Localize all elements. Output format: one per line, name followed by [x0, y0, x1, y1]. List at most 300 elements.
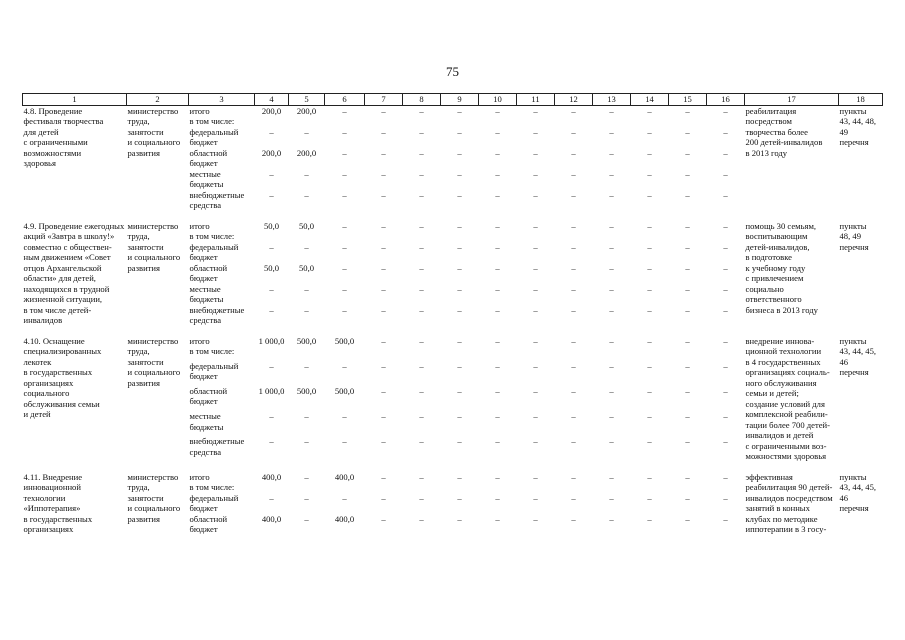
funding-value: –	[304, 283, 309, 294]
funding-value: –	[457, 241, 462, 252]
funding-value: –	[647, 241, 652, 252]
funding-value: –	[571, 411, 576, 422]
spacer-cell	[23, 462, 883, 472]
funding-value: –	[647, 411, 652, 422]
funding-value: –	[533, 241, 538, 252]
funding-value: –	[304, 241, 309, 252]
funding-value: –	[304, 436, 309, 447]
funding-value: 1 000,0	[258, 385, 285, 396]
funding-value: 500,0	[296, 335, 317, 346]
funding-value: –	[419, 262, 424, 273]
funding-value: 400,0	[334, 513, 355, 524]
funding-value: –	[571, 471, 576, 482]
funding-value: –	[495, 335, 500, 346]
funding-value: –	[533, 492, 538, 503]
funding-source: областной бюджет	[189, 147, 228, 168]
funding-value: –	[533, 411, 538, 422]
funding-value: –	[342, 304, 347, 315]
funding-value: –	[533, 220, 538, 231]
funding-value: –	[685, 168, 690, 179]
funding-value: –	[342, 492, 347, 503]
funding-value: –	[533, 304, 538, 315]
funding-value: –	[304, 471, 309, 482]
funding-value: –	[647, 147, 652, 158]
funding-value: –	[495, 436, 500, 447]
funding-value: –	[647, 436, 652, 447]
funding-value: –	[342, 283, 347, 294]
funding-value: –	[304, 168, 309, 179]
funding-value: –	[609, 385, 614, 396]
funding-value: –	[304, 304, 309, 315]
funding-value: –	[381, 189, 386, 200]
funding-value: –	[723, 513, 728, 524]
funding-value: –	[381, 283, 386, 294]
funding-value: –	[495, 220, 500, 231]
funding-source: местные бюджеты	[189, 283, 224, 304]
list-reference: пункты 48, 49 перечня	[839, 220, 869, 252]
funding-value: –	[571, 105, 576, 116]
funding-value: –	[685, 471, 690, 482]
funding-value: –	[495, 189, 500, 200]
row-spacer	[23, 326, 883, 336]
funding-value: –	[609, 126, 614, 137]
funding-source: областной бюджет	[189, 513, 228, 534]
funding-value: –	[609, 513, 614, 524]
funding-value: –	[723, 436, 728, 447]
funding-value: –	[495, 385, 500, 396]
funding-value: –	[647, 471, 652, 482]
funding-value: 400,0	[334, 471, 355, 482]
funding-value: –	[381, 471, 386, 482]
funding-value: –	[381, 147, 386, 158]
column-header: 3	[189, 94, 255, 106]
measure-executor: министерство труда, занятости и социального развития	[127, 105, 181, 158]
spacer-cell	[23, 326, 883, 336]
funding-value: –	[647, 105, 652, 116]
funding-value: –	[269, 436, 274, 447]
funding-value: –	[269, 189, 274, 200]
funding-value: –	[419, 471, 424, 482]
funding-value: –	[685, 436, 690, 447]
funding-value: –	[647, 335, 652, 346]
funding-value: –	[685, 189, 690, 200]
funding-value: –	[533, 189, 538, 200]
table-row	[23, 336, 883, 361]
funding-value: –	[609, 436, 614, 447]
funding-value: –	[381, 385, 386, 396]
funding-value: –	[685, 335, 690, 346]
expected-result: эффективная реабилитация 90 детей- инвалидов посредством занятий в конных клубах по методике иппотерапии в 3 госу-	[745, 471, 833, 534]
column-header: 1	[23, 94, 127, 106]
funding-value: –	[381, 241, 386, 252]
funding-value: –	[457, 168, 462, 179]
funding-value: –	[269, 411, 274, 422]
funding-value: –	[342, 262, 347, 273]
funding-value: –	[495, 283, 500, 294]
funding-value: –	[495, 513, 500, 524]
funding-value: –	[685, 147, 690, 158]
funding-value: –	[571, 147, 576, 158]
column-header: 13	[593, 94, 631, 106]
funding-value: –	[647, 126, 652, 137]
column-header: 17	[745, 94, 839, 106]
funding-value: –	[342, 168, 347, 179]
funding-value: –	[457, 492, 462, 503]
funding-value: –	[533, 262, 538, 273]
funding-value: –	[723, 471, 728, 482]
funding-value: –	[269, 168, 274, 179]
funding-value: –	[495, 105, 500, 116]
funding-value: –	[571, 262, 576, 273]
funding-source: областной бюджет	[189, 385, 228, 407]
funding-value: –	[571, 436, 576, 447]
funding-value: –	[269, 126, 274, 137]
funding-value: 1 000,0	[258, 335, 285, 346]
funding-value: –	[381, 262, 386, 273]
list-reference: пункты 43, 44, 48, 49 перечня	[839, 105, 877, 147]
funding-value: 400,0	[261, 513, 282, 524]
funding-value: –	[419, 436, 424, 447]
funding-value: –	[304, 189, 309, 200]
spacer-cell	[23, 211, 883, 221]
funding-value: –	[723, 147, 728, 158]
funding-value: –	[685, 385, 690, 396]
funding-value: –	[419, 105, 424, 116]
funding-value: –	[304, 411, 309, 422]
expected-result: помощь 30 семьям, воспитывающим детей-инвалидов, в подготовке к учебному году с привлечением социально ответственного бизнеса в 2013 году	[745, 220, 818, 315]
funding-value: 500,0	[334, 385, 355, 396]
table-body	[23, 105, 883, 535]
funding-value: –	[609, 411, 614, 422]
funding-value: –	[269, 492, 274, 503]
funding-value: 200,0	[296, 147, 317, 158]
measure-title: 4.8. Проведение фестиваля творчества для детей с ограниченными возможностями здоровья	[23, 105, 104, 168]
funding-value: –	[571, 189, 576, 200]
funding-value: –	[647, 168, 652, 179]
measure-executor: министерство труда, занятости и социального развития	[127, 220, 181, 273]
funding-value: –	[269, 241, 274, 252]
funding-value: –	[457, 335, 462, 346]
funding-value: –	[533, 513, 538, 524]
funding-value: –	[609, 189, 614, 200]
funding-value: –	[685, 360, 690, 371]
funding-value: –	[269, 360, 274, 371]
funding-value: –	[571, 126, 576, 137]
funding-value: –	[495, 471, 500, 482]
funding-value: –	[723, 262, 728, 273]
funding-value: –	[457, 436, 462, 447]
funding-value: –	[457, 262, 462, 273]
column-header: 8	[403, 94, 441, 106]
funding-value: –	[609, 360, 614, 371]
funding-value: –	[457, 283, 462, 294]
funding-value: –	[304, 513, 309, 524]
funding-value: 50,0	[298, 262, 315, 273]
funding-value: –	[723, 411, 728, 422]
column-header: 5	[289, 94, 325, 106]
funding-source: местные бюджеты	[189, 168, 224, 189]
funding-value: –	[685, 492, 690, 503]
funding-value: 50,0	[263, 220, 280, 231]
funding-value: –	[457, 513, 462, 524]
funding-source: местные бюджеты	[189, 411, 224, 432]
funding-value: –	[495, 147, 500, 158]
funding-value: –	[647, 513, 652, 524]
column-header: 18	[839, 94, 883, 106]
funding-value: –	[723, 283, 728, 294]
funding-value: –	[609, 335, 614, 346]
funding-value: –	[419, 126, 424, 137]
funding-value: 500,0	[334, 335, 355, 346]
list-reference: пункты 43, 44, 45, 46 перечня	[839, 471, 877, 513]
funding-value: –	[419, 168, 424, 179]
funding-source: федеральный бюджет	[189, 360, 239, 382]
funding-value: –	[685, 304, 690, 315]
column-header: 7	[365, 94, 403, 106]
funding-value: –	[381, 492, 386, 503]
funding-value: –	[342, 189, 347, 200]
column-header: 15	[669, 94, 707, 106]
column-header: 2	[127, 94, 189, 106]
funding-value: –	[342, 147, 347, 158]
funding-value: –	[685, 283, 690, 294]
funding-value: –	[495, 304, 500, 315]
funding-value: –	[685, 105, 690, 116]
measure-executor: министерство труда, занятости и социального развития	[127, 471, 181, 524]
funding-value: –	[342, 241, 347, 252]
program-table	[22, 93, 883, 535]
funding-source: итого в том числе:	[189, 335, 235, 356]
column-header: 16	[707, 94, 745, 106]
funding-value: –	[342, 220, 347, 231]
funding-value: –	[571, 220, 576, 231]
funding-value: –	[685, 513, 690, 524]
measure-title: 4.10. Оснащение специализированных лекотек в государственных организациях социального обслуживания семьи и детей	[23, 335, 102, 419]
funding-value: –	[609, 241, 614, 252]
row-spacer	[23, 211, 883, 221]
funding-value: 50,0	[298, 220, 315, 231]
funding-value: –	[381, 335, 386, 346]
funding-value: –	[685, 411, 690, 422]
funding-value: –	[571, 335, 576, 346]
funding-value: –	[495, 360, 500, 371]
funding-value: –	[647, 304, 652, 315]
funding-source: итого в том числе:	[189, 471, 235, 492]
funding-value: –	[685, 262, 690, 273]
funding-value: –	[457, 220, 462, 231]
measure-title: 4.11. Внедрение инновационной технологии «Иппотерапия» в государственных организациях	[23, 471, 93, 534]
funding-value: –	[533, 360, 538, 371]
funding-value: –	[381, 411, 386, 422]
funding-value: –	[457, 360, 462, 371]
funding-value: –	[342, 126, 347, 137]
column-header: 11	[517, 94, 555, 106]
funding-value: –	[457, 126, 462, 137]
funding-value: –	[723, 385, 728, 396]
funding-value: –	[419, 513, 424, 524]
funding-value: –	[381, 220, 386, 231]
funding-value: –	[723, 126, 728, 137]
funding-value: –	[533, 105, 538, 116]
funding-value: –	[381, 105, 386, 116]
funding-value: –	[647, 385, 652, 396]
funding-source: федеральный бюджет	[189, 492, 239, 513]
column-header: 9	[441, 94, 479, 106]
funding-value: –	[342, 105, 347, 116]
funding-value: –	[457, 304, 462, 315]
column-header: 14	[631, 94, 669, 106]
funding-value: –	[723, 168, 728, 179]
funding-value: –	[342, 411, 347, 422]
funding-value: –	[723, 189, 728, 200]
funding-value: –	[533, 385, 538, 396]
funding-value: 200,0	[296, 105, 317, 116]
funding-value: –	[381, 360, 386, 371]
funding-source: итого в том числе:	[189, 105, 235, 126]
funding-value: –	[495, 411, 500, 422]
table-row	[23, 105, 883, 127]
funding-value: –	[609, 304, 614, 315]
funding-value: –	[381, 436, 386, 447]
funding-value: –	[304, 360, 309, 371]
funding-value: 50,0	[263, 262, 280, 273]
funding-value: –	[647, 220, 652, 231]
funding-source: областной бюджет	[189, 262, 228, 283]
funding-value: –	[571, 304, 576, 315]
funding-value: –	[269, 283, 274, 294]
funding-value: –	[571, 241, 576, 252]
funding-value: –	[419, 220, 424, 231]
funding-source: внебюджетные средства	[189, 436, 245, 457]
column-header: 10	[479, 94, 517, 106]
funding-value: –	[533, 283, 538, 294]
funding-value: –	[571, 168, 576, 179]
funding-value: –	[685, 220, 690, 231]
funding-value: –	[647, 262, 652, 273]
funding-value: –	[723, 335, 728, 346]
funding-value: –	[419, 283, 424, 294]
funding-value: –	[495, 126, 500, 137]
funding-value: –	[419, 492, 424, 503]
funding-value: –	[533, 335, 538, 346]
funding-value: 200,0	[261, 147, 282, 158]
column-header: 6	[325, 94, 365, 106]
funding-value: –	[533, 471, 538, 482]
funding-value: –	[533, 436, 538, 447]
funding-value: –	[419, 304, 424, 315]
funding-value: –	[457, 189, 462, 200]
funding-value: –	[419, 411, 424, 422]
expected-result: реабилитация посредством творчества более 200 детей-инвалидов в 2013 году	[745, 105, 823, 158]
funding-value: –	[723, 241, 728, 252]
funding-value: –	[647, 492, 652, 503]
funding-value: –	[304, 126, 309, 137]
funding-value: –	[571, 492, 576, 503]
page-number: 75	[446, 64, 459, 79]
funding-value: –	[533, 147, 538, 158]
funding-source: итого в том числе:	[189, 220, 235, 241]
funding-value: –	[457, 471, 462, 482]
column-header: 4	[255, 94, 289, 106]
funding-value: –	[609, 168, 614, 179]
funding-source: федеральный бюджет	[189, 126, 239, 147]
funding-value: –	[419, 385, 424, 396]
funding-value: –	[381, 513, 386, 524]
funding-value: –	[495, 168, 500, 179]
funding-value: –	[685, 126, 690, 137]
funding-value: –	[723, 304, 728, 315]
funding-value: –	[571, 360, 576, 371]
funding-value: –	[419, 335, 424, 346]
funding-value: –	[647, 283, 652, 294]
measure-executor: министерство труда, занятости и социального развития	[127, 335, 181, 388]
funding-value: –	[533, 168, 538, 179]
funding-value: –	[419, 241, 424, 252]
funding-value: –	[609, 492, 614, 503]
funding-value: –	[269, 304, 274, 315]
funding-value: –	[723, 360, 728, 371]
funding-value: –	[609, 147, 614, 158]
funding-value: –	[609, 220, 614, 231]
expected-result: внедрение иннова- ционной технологии в 4 государственных организациях социаль- ного обслуживания семьи и детей; создание условий для комплексной реабили- тации более 700 детей- инвалидов и детей с ограниченными воз- можностями здоровья	[745, 335, 830, 461]
funding-value: –	[381, 168, 386, 179]
funding-value: –	[723, 105, 728, 116]
funding-value: –	[609, 471, 614, 482]
funding-value: –	[342, 436, 347, 447]
funding-value: –	[342, 360, 347, 371]
measure-title: 4.9. Проведение ежегодных акций «Завтра в школу!» совместно с обществен- ным движением «Совет отцов Архангельской области» для детей, находящихся в трудной жизненной ситуации, в том числе детей- инвалидов	[23, 220, 125, 325]
funding-value: –	[419, 147, 424, 158]
row-spacer	[23, 462, 883, 472]
funding-value: –	[495, 241, 500, 252]
funding-value: –	[609, 105, 614, 116]
column-header: 12	[555, 94, 593, 106]
funding-value: –	[495, 262, 500, 273]
funding-source: внебюджетные средства	[189, 304, 245, 325]
funding-source: федеральный бюджет	[189, 241, 239, 262]
funding-value: 400,0	[261, 471, 282, 482]
funding-value: –	[647, 360, 652, 371]
funding-value: –	[304, 492, 309, 503]
funding-value: –	[571, 385, 576, 396]
funding-value: –	[723, 220, 728, 231]
funding-value: –	[685, 241, 690, 252]
funding-value: –	[609, 262, 614, 273]
funding-value: –	[495, 492, 500, 503]
list-reference: пункты 43, 44, 45, 46 перечня	[839, 335, 877, 377]
column-number-header	[23, 94, 883, 106]
funding-value: 200,0	[261, 105, 282, 116]
funding-value: –	[457, 411, 462, 422]
funding-value: –	[647, 189, 652, 200]
funding-value: –	[723, 492, 728, 503]
funding-value: –	[609, 283, 614, 294]
funding-source: внебюджетные средства	[189, 189, 245, 210]
funding-value: –	[419, 189, 424, 200]
funding-value: –	[457, 385, 462, 396]
funding-value: –	[571, 513, 576, 524]
table-row	[23, 221, 883, 242]
funding-value: –	[381, 304, 386, 315]
funding-value: –	[457, 105, 462, 116]
funding-value: –	[457, 147, 462, 158]
funding-value: –	[533, 126, 538, 137]
funding-value: –	[419, 360, 424, 371]
funding-value: –	[571, 283, 576, 294]
table-row	[23, 472, 883, 493]
funding-value: –	[381, 126, 386, 137]
funding-value: 500,0	[296, 385, 317, 396]
